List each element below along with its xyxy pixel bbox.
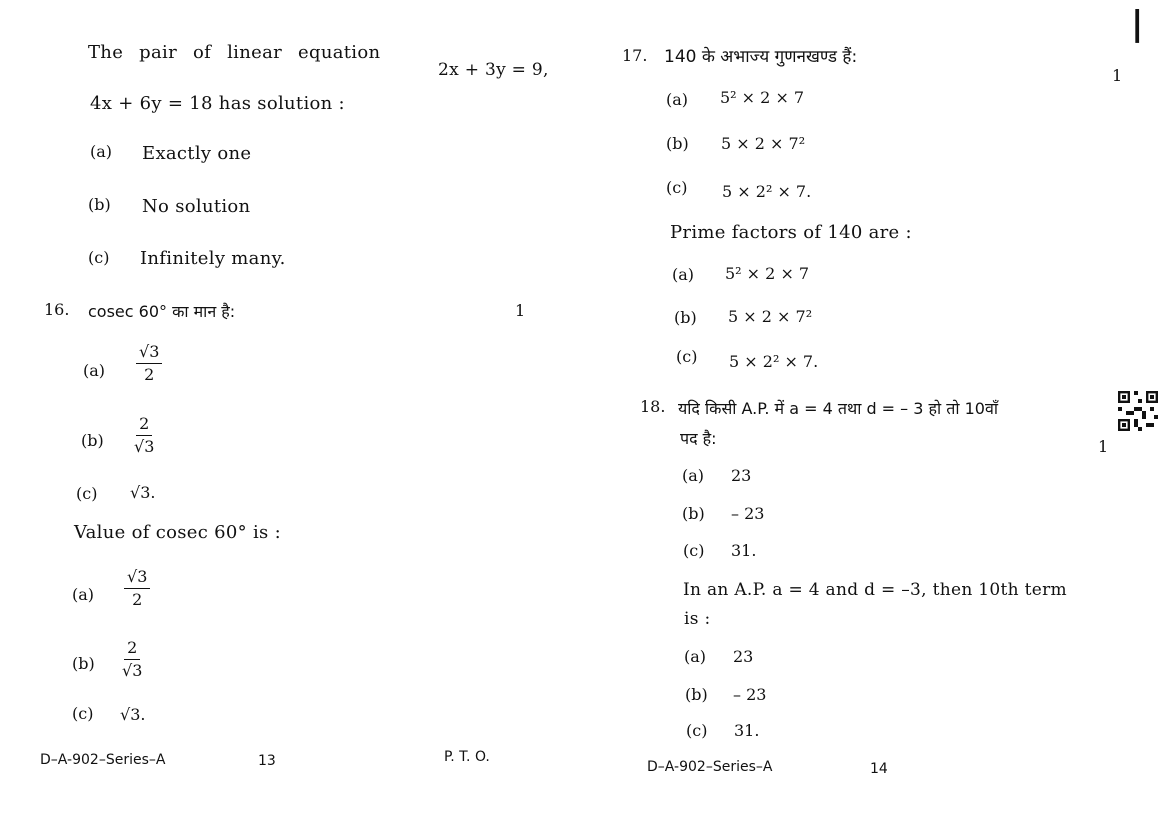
right-footer-series: D–A-902–Series–A [647, 759, 773, 775]
q16-english-option-c-label: (c) [72, 704, 94, 723]
q18-hindi-option-c-label: (c) [683, 541, 705, 560]
qr-code-icon [1118, 391, 1158, 431]
q18-hindi-option-c-text: 31. [731, 541, 757, 560]
q16-hindi-option-c-label: (c) [76, 484, 98, 503]
q18-english-option-b-text: – 23 [733, 685, 767, 704]
q15-option-a-label: (a) [90, 142, 113, 161]
q17-hindi-option-b-label: (b) [666, 134, 689, 153]
q16-english-option-c-text: √3. [120, 705, 146, 724]
q18-english-stem-line2: is : [684, 609, 711, 629]
fraction-denominator: √3 [122, 661, 143, 680]
q16-english-option-b-fraction [122, 639, 142, 680]
fraction-denominator: 2 [132, 590, 143, 609]
q17-hindi-option-b-text: 5 × 2 × 7² [721, 134, 806, 153]
q17-hindi-option-a-text: 5² × 2 × 7 [720, 88, 805, 107]
q17-english-option-b-text: 5 × 2 × 7² [728, 307, 813, 326]
q18-marks: 1 [1098, 437, 1109, 456]
q16-marks: 1 [515, 301, 526, 320]
q16-hindi-option-a-label: (a) [83, 361, 106, 380]
q15-option-a-text: Exactly one [142, 143, 252, 164]
q16-hindi-option-a-fraction [136, 343, 162, 384]
q15-stem-line2: 4x + 6y = 18 has solution : [90, 93, 345, 114]
q17-english-option-a-label: (a) [672, 265, 695, 284]
q17-number: 17. [622, 46, 648, 65]
q18-hindi-option-a-label: (a) [682, 466, 705, 485]
q16-english-option-a-fraction [124, 568, 150, 609]
q18-english-option-a-label: (a) [684, 647, 707, 666]
q18-english-option-b-label: (b) [685, 685, 708, 704]
q17-marks: 1 [1112, 66, 1123, 85]
q17-hindi-option-c-text: 5 × 2² × 7. [722, 182, 812, 201]
fraction-denominator: √3 [134, 437, 155, 456]
q16-english-option-b-label: (b) [72, 654, 95, 673]
q15-option-b-text: No solution [142, 196, 251, 217]
q16-english-option-a-label: (a) [72, 585, 95, 604]
q17-hindi-stem: 140 के अभाज्य गुणनखण्ड हैं: [664, 47, 858, 67]
fraction-denominator: 2 [144, 365, 155, 384]
corner-mark: | [1131, 4, 1144, 44]
q16-hindi-option-b-fraction [134, 415, 154, 456]
q16-english-stem: Value of cosec 60° is : [74, 522, 281, 543]
q15-stem-line1: The pair of linear equation [88, 42, 381, 63]
fraction-numerator: 2 [136, 415, 152, 436]
q15-option-c-label: (c) [88, 248, 110, 267]
q18-english-option-a-text: 23 [733, 647, 754, 666]
q18-english-option-c-text: 31. [734, 721, 760, 740]
q18-english-option-c-label: (c) [686, 721, 708, 740]
q18-number: 18. [640, 397, 666, 416]
q15-option-c-text: Infinitely many. [140, 248, 286, 269]
q18-english-stem-line1: In an A.P. a = 4 and d = –3, then 10th term [683, 580, 1067, 600]
fraction-numerator: √3 [136, 343, 162, 364]
fraction-numerator: √3 [124, 568, 150, 589]
q16-hindi-stem: cosec 60° का मान है: [88, 302, 236, 321]
q18-hindi-stem-line1: यदि किसी A.P. में a = 4 तथा d = – 3 हो तो 10वाँ [678, 399, 998, 418]
left-footer-page-number: 13 [258, 753, 276, 769]
q17-hindi-option-a-label: (a) [666, 90, 689, 109]
q16-number: 16. [44, 300, 70, 319]
q16-hindi-option-c-text: √3. [130, 483, 156, 502]
fraction-numerator: 2 [124, 639, 140, 660]
q18-hindi-option-b-text: – 23 [731, 504, 765, 523]
q16-hindi-option-b-label: (b) [81, 431, 104, 450]
q17-english-option-c-text: 5 × 2² × 7. [729, 352, 819, 371]
q17-english-option-a-text: 5² × 2 × 7 [725, 264, 810, 283]
q18-hindi-option-b-label: (b) [682, 504, 705, 523]
q17-english-stem: Prime factors of 140 are : [670, 222, 912, 243]
q17-english-option-b-label: (b) [674, 308, 697, 327]
right-footer-page-number: 14 [870, 761, 888, 777]
q15-option-b-label: (b) [88, 195, 111, 214]
left-footer-pto: P. T. O. [444, 749, 490, 765]
q17-hindi-option-c-label: (c) [666, 178, 688, 197]
q18-hindi-stem-line2: पद है: [680, 429, 717, 448]
q15-equation-1: 2x + 3y = 9, [438, 60, 549, 80]
q17-english-option-c-label: (c) [676, 347, 698, 366]
q18-hindi-option-a-text: 23 [731, 466, 752, 485]
left-footer-series: D–A-902–Series–A [40, 752, 166, 768]
